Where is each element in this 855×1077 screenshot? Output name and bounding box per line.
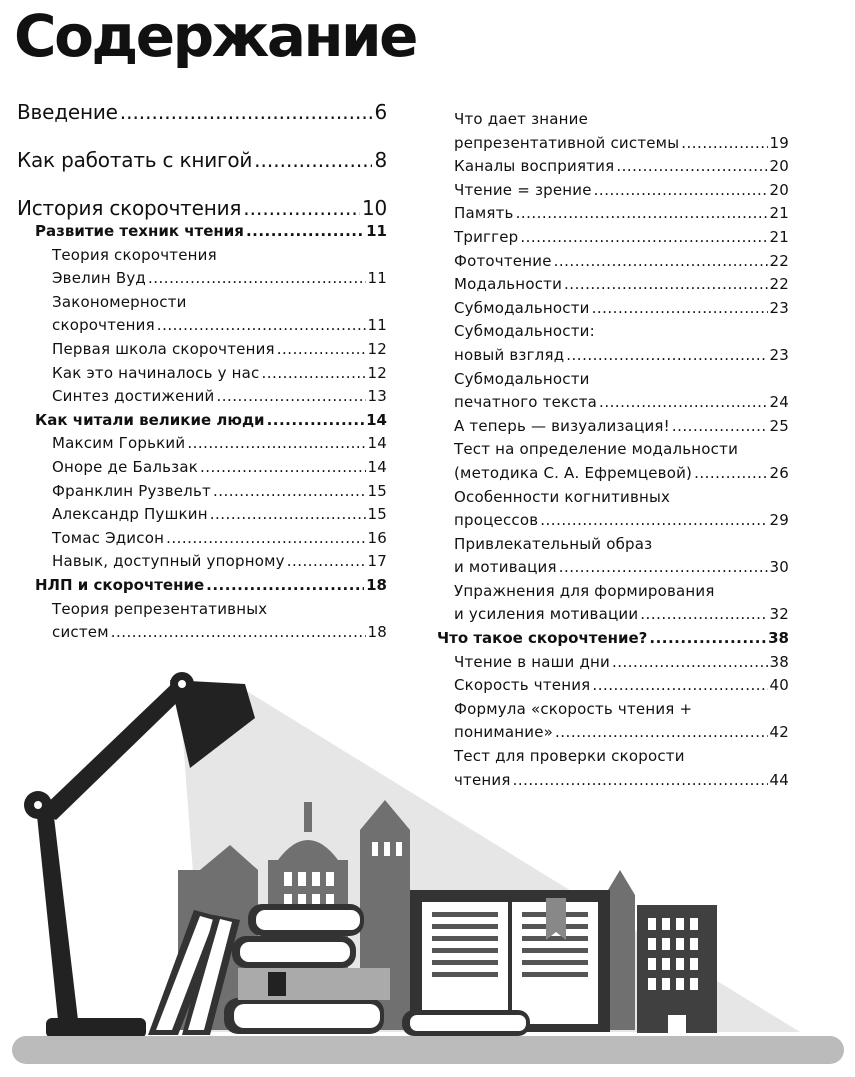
toc-entry-title: Оноре де Бальзак — [52, 457, 199, 476]
toc-entry-как-работать-с-книгой[interactable] — [17, 148, 387, 172]
toc-entry-title: Максим Горький — [52, 434, 186, 453]
toc-page-number: 6 — [374, 100, 387, 124]
toc-page-number: 11 — [367, 269, 387, 288]
toc-page-number: 24 — [769, 393, 789, 412]
toc-entry-введение[interactable] — [17, 100, 387, 124]
dot-leader — [267, 409, 365, 433]
toc-entry-title: Чтение = зрение — [454, 180, 592, 199]
toc-entry-title-line: Формула «скорость чтения + — [454, 699, 693, 718]
dot-leader — [540, 509, 767, 533]
toc-entry-title: Скорость чтения — [454, 676, 591, 695]
page-title: Содержание — [14, 2, 417, 70]
toc-entry-память[interactable] — [437, 202, 789, 226]
toc-entry-title-line: Что дает знание — [454, 110, 589, 128]
toc-page-number: 16 — [367, 528, 387, 547]
toc-page-number: 23 — [769, 345, 789, 364]
toc-entry-закономерности-скорочтения[interactable] — [17, 291, 387, 338]
toc-entry-особенности-когнитивных-процессов[interactable] — [437, 486, 789, 533]
dot-leader — [599, 391, 767, 415]
toc-entry-навык-доступный-упорному[interactable] — [17, 550, 387, 574]
toc-entry-title-line: Особенности когнитивных — [454, 487, 671, 506]
dot-leader — [672, 415, 768, 439]
toc-page-number: 14 — [367, 457, 387, 476]
toc-entry-title: Модальности — [454, 275, 563, 294]
dot-leader — [520, 226, 767, 250]
toc-page-number: 32 — [769, 605, 789, 624]
toc-entry-title: Как это начиналось у нас — [52, 363, 260, 382]
toc-entry-title-line: Теория репрезентативных — [52, 599, 268, 618]
toc-page-number: 18 — [366, 575, 387, 594]
toc-entry-теория-репрезентативных-систем[interactable] — [17, 598, 387, 645]
toc-entry-title: Эвелин Вуд — [52, 269, 146, 288]
toc-page-number: 19 — [769, 133, 789, 152]
toc-entry-модальности[interactable] — [437, 273, 789, 297]
dot-leader — [694, 462, 767, 486]
toc-entry-title: Первая школа скорочтения — [52, 339, 275, 358]
dot-leader — [213, 480, 366, 504]
dot-leader — [210, 503, 366, 527]
dot-leader — [157, 314, 366, 338]
toc-page-number: 18 — [367, 623, 387, 642]
toc-entry-title-line: Упражнения для формирования — [454, 581, 715, 600]
toc-page-number: 8 — [374, 148, 387, 172]
toc-entry-title-line: Тест на определение модальности — [454, 440, 739, 459]
toc-entry-как-читали-великие-люди[interactable] — [17, 409, 387, 433]
toc-page-number: 14 — [367, 434, 387, 453]
toc-page-number: 38 — [768, 629, 789, 648]
toc-entry-title: печатного текста — [454, 393, 598, 412]
illustration-lamp-books-city — [0, 640, 855, 1077]
dot-leader — [254, 148, 372, 172]
toc-page-number: 40 — [769, 676, 789, 695]
toc-column-left — [17, 100, 387, 645]
toc-entry-томас-эдисон[interactable] — [17, 527, 387, 551]
dot-leader — [287, 550, 366, 574]
toc-entry-нлп-и-скорочтение[interactable] — [17, 574, 387, 598]
toc-page-number: 12 — [367, 339, 387, 358]
toc-entry-максим-горький[interactable] — [17, 432, 387, 456]
toc-page-number: 13 — [367, 387, 387, 406]
toc-entry-title: Фоточтение — [454, 251, 552, 270]
dot-leader — [559, 556, 768, 580]
dot-leader — [616, 155, 767, 179]
dot-leader — [200, 456, 365, 480]
dot-leader — [187, 432, 365, 456]
toc-entry-title-line: Привлекательный образ — [454, 534, 653, 553]
toc-entry-развитие-техник-чтения[interactable] — [17, 220, 387, 244]
toc-entry-title: А теперь — визуализация! — [454, 416, 670, 435]
toc-entry-title-line: Теория скорочтения — [52, 245, 217, 264]
toc-page-number: 15 — [367, 481, 387, 500]
dot-leader — [243, 196, 360, 220]
dot-leader — [564, 273, 767, 297]
toc-entry-title: Синтез достижений — [52, 387, 215, 406]
toc-entry-привлекательный-образ-и-мотивация[interactable] — [437, 533, 789, 580]
dot-leader — [592, 297, 768, 321]
toc-page-number: 23 — [769, 298, 789, 317]
toc-entry-title: Как читали великие люди — [35, 410, 265, 429]
toc-entry-title: Чтение в наши дни — [454, 652, 610, 671]
toc-entry-что-дает-знание-репрезентативной-системы[interactable] — [437, 108, 789, 155]
toc-entry-франклин-рузвельт[interactable] — [17, 480, 387, 504]
dot-leader — [262, 362, 366, 386]
toc-page-number: 14 — [366, 410, 387, 429]
toc-entry-title: Субмодальности — [454, 298, 590, 317]
toc-entry-история-скорочтения[interactable] — [17, 196, 387, 220]
toc-entry-title: новый взгляд — [454, 345, 565, 364]
dot-leader — [594, 179, 768, 203]
toc-entry-тест-на-определение-модальности-методика[interactable] — [437, 438, 789, 485]
toc-page-number: 15 — [367, 505, 387, 524]
toc-entry-title: репрезентативной системы — [454, 133, 680, 152]
toc-page-number: 29 — [769, 511, 789, 530]
dot-leader — [206, 574, 364, 598]
dot-leader — [246, 220, 364, 244]
dot-leader — [516, 202, 768, 226]
toc-entry-чтение-зрение[interactable] — [437, 179, 789, 203]
toc-page-number: 12 — [367, 363, 387, 382]
toc-entry-как-это-начиналось-у-нас[interactable] — [17, 362, 387, 386]
dot-leader — [216, 385, 365, 409]
toc-entry-синтез-достижений[interactable] — [17, 385, 387, 409]
dot-leader — [148, 267, 366, 291]
toc-entry-фоточтение[interactable] — [437, 250, 789, 274]
toc-entry-title: процессов — [454, 511, 539, 530]
dot-leader — [681, 132, 767, 156]
toc-entry-title: Каналы восприятия — [454, 157, 615, 176]
dot-leader — [566, 344, 767, 368]
toc-page-number: 11 — [367, 316, 387, 335]
toc-entry-теория-скорочтения-эвелин-вуд[interactable] — [17, 244, 387, 291]
toc-page-number: 22 — [769, 275, 789, 294]
toc-entry-title-line: Субмодальности — [454, 369, 590, 388]
toc-entry-title: Память — [454, 204, 514, 223]
toc-entry-title: Введение — [17, 100, 118, 124]
dot-leader — [120, 100, 373, 124]
toc-page-number: 44 — [769, 770, 789, 789]
toc-page-number: 21 — [769, 227, 789, 246]
dot-leader — [166, 527, 365, 551]
toc-entry-title: скорочтения — [52, 316, 155, 335]
toc-page-number: 25 — [769, 416, 789, 435]
toc-entry-title-line: Тест для проверки скорости — [454, 747, 685, 766]
toc-entry-title: Томас Эдисон — [52, 528, 165, 547]
dot-leader — [554, 250, 768, 274]
toc-entry-title: История скорочтения — [17, 196, 242, 220]
toc-entry-title: понимание» — [454, 723, 554, 742]
toc-entry-title: НЛП и скорочтение — [35, 575, 205, 594]
toc-entry-упражнения-для-формирования-и-усиления-м[interactable] — [437, 580, 789, 627]
toc-entry-title: чтения — [454, 770, 511, 789]
toc-entry-каналы-восприятия[interactable] — [437, 155, 789, 179]
toc-entry-title: Как работать с книгой — [17, 148, 253, 172]
toc-entry-title: (методика С. А. Ефремцевой) — [454, 463, 693, 482]
toc-page-number: 42 — [769, 723, 789, 742]
toc-entry-субмодальности-печатного-текста[interactable] — [437, 368, 789, 415]
toc-entry-title: Александр Пушкин — [52, 505, 208, 524]
toc-entry-title: Франклин Рузвельт — [52, 481, 211, 500]
toc-page-number: 20 — [769, 157, 789, 176]
toc-page-number: 38 — [769, 652, 789, 671]
toc-page-number: 30 — [769, 558, 789, 577]
toc-entry-александр-пушкин[interactable] — [17, 503, 387, 527]
toc-entry-title: Что такое скорочтение? — [437, 629, 648, 648]
toc-entry-title-line: Закономерности — [52, 292, 187, 311]
toc-page-number: 10 — [361, 196, 387, 220]
toc-entry-title: систем — [52, 623, 109, 642]
toc-page-number: 20 — [769, 180, 789, 199]
toc-entry-title: и мотивация — [454, 558, 557, 577]
dot-leader — [640, 603, 767, 627]
toc-entry-title: и усиления мотивации — [454, 605, 639, 624]
toc-page-number: 22 — [769, 251, 789, 270]
toc-page-number: 21 — [769, 204, 789, 223]
ground-bar — [12, 1036, 844, 1064]
toc-entry-title: Триггер — [454, 227, 519, 246]
toc-entry-оноре-де-бальзак[interactable] — [17, 456, 387, 480]
toc-entry-а-теперь-визуализация[interactable] — [437, 415, 789, 439]
toc-entry-title: Развитие техник чтения — [35, 222, 244, 240]
toc-entry-первая-школа-скорочтения[interactable] — [17, 338, 387, 362]
dot-leader — [277, 338, 366, 362]
toc-entry-субмодальности[interactable] — [437, 297, 789, 321]
toc-entry-субмодальности-новый-взгляд[interactable] — [437, 320, 789, 367]
toc-page-number: 26 — [769, 463, 789, 482]
toc-page-number: 17 — [367, 552, 387, 571]
toc-entry-триггер[interactable] — [437, 226, 789, 250]
toc-entry-title-line: Субмодальности: — [454, 322, 595, 341]
toc-page-number: 11 — [366, 222, 387, 240]
toc-entry-title: Навык, доступный упорному — [52, 552, 285, 571]
